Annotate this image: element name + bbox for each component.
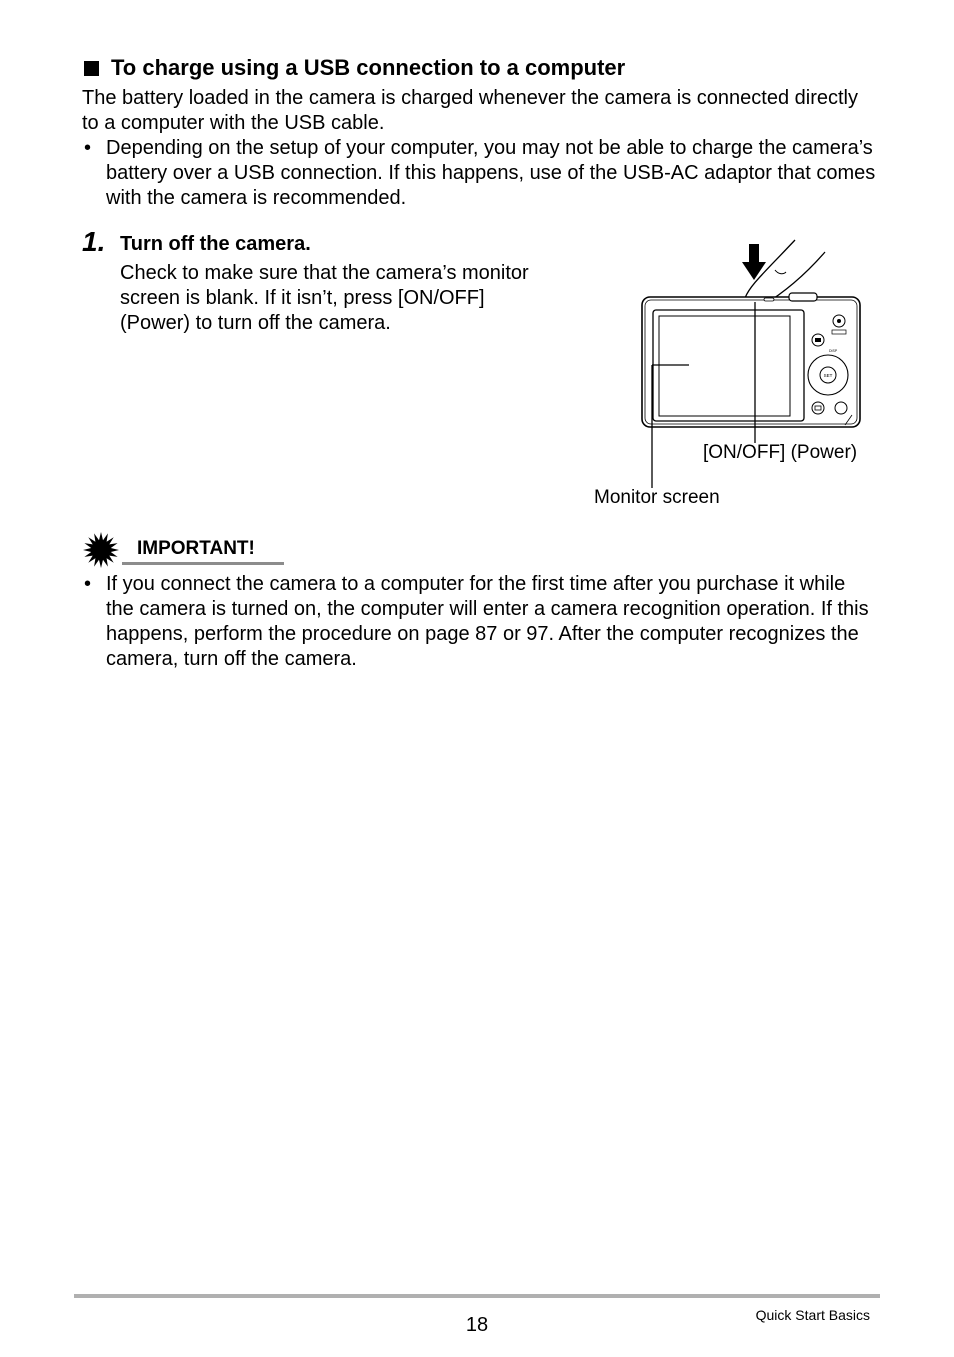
- camera-body: [642, 293, 860, 427]
- step-title: Turn off the camera.: [120, 233, 311, 255]
- intro-paragraph: The battery loaded in the camera is charged whenever the camera is connected directly to a computer with the USB cable.: [82, 87, 858, 134]
- intro-bullet-text: Depending on the setup of your computer, you may not be able to charge the camera’s battery over a USB connection. If this happens, use of the USB-AC adaptor that comes with the camera is recommended.: [106, 137, 876, 209]
- footer-rule: [74, 1294, 880, 1298]
- label-monitor-screen: Monitor screen: [594, 487, 720, 508]
- set-button-label: SET: [823, 373, 833, 378]
- step-description: Check to make sure that the camera’s monitor screen is blank. If it isn’t, press [ON/OFF] (Power) to turn off the camera.: [120, 262, 529, 334]
- section-name: Quick Start Basics: [755, 1307, 870, 1323]
- important-bullet-text: If you connect the camera to a computer for the first time after you purchase it while the camera is turned on, the computer will enter a camera recognition operation. If this happens, perform the procedure on page 87 or 97. After the computer recognizes the camera, turn off the camera.: [106, 573, 869, 670]
- page-number: 18: [465, 1314, 489, 1336]
- label-power-button: [ON/OFF] (Power): [703, 442, 858, 463]
- step-number: 1.: [82, 226, 106, 257]
- bullet-dot: •: [84, 137, 92, 159]
- section-heading: [84, 54, 625, 82]
- important-underline: [122, 562, 284, 565]
- bullet-dot: •: [84, 573, 92, 595]
- svg-text:DISP: DISP: [829, 349, 838, 353]
- important-burst-icon: [82, 531, 120, 569]
- square-bullet-icon: [84, 61, 99, 76]
- section-heading-text: To charge using a USB connection to a computer: [111, 55, 626, 80]
- important-label: IMPORTANT!: [137, 538, 255, 559]
